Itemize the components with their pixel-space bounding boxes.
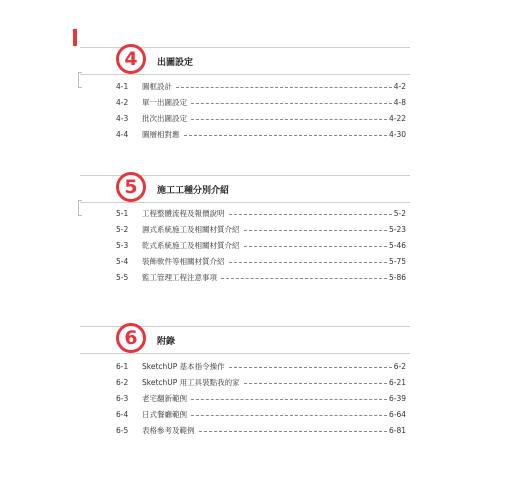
toc-entry[interactable] xyxy=(116,271,406,283)
top-accent-mark xyxy=(73,29,77,46)
leader-dots xyxy=(229,367,392,368)
leader-dots xyxy=(199,431,387,432)
entry-number: 6-4 xyxy=(116,409,129,419)
leader-dots xyxy=(176,87,392,88)
leader-dots xyxy=(191,103,392,104)
entry-number: 5-1 xyxy=(116,208,129,218)
entry-title: 表格參考及範例 xyxy=(142,425,195,435)
chapter-title: 出圖設定 xyxy=(157,58,194,68)
entry-page: 4-30 xyxy=(388,129,406,139)
leader-dots xyxy=(229,262,387,263)
leader-dots xyxy=(244,383,387,384)
entry-title: 濕式系統施工及相關材質介紹 xyxy=(142,224,240,234)
entry-page: 5-75 xyxy=(388,256,406,266)
entry-page: 6-2 xyxy=(393,361,406,371)
entry-number: 4-3 xyxy=(116,113,129,123)
leader-dots xyxy=(191,399,387,400)
entry-number: 5-4 xyxy=(116,256,129,266)
chapter-title: 施工工種分別介紹 xyxy=(157,186,230,196)
toc-entry[interactable] xyxy=(116,408,406,420)
side-bracket xyxy=(78,72,82,88)
entry-page: 5-86 xyxy=(388,272,406,282)
entry-title: 日式餐廳範例 xyxy=(142,409,187,419)
entry-page: 4-8 xyxy=(393,97,406,107)
toc-entry[interactable] xyxy=(116,376,406,388)
entry-page: 6-21 xyxy=(388,377,406,387)
entry-title: 乾式系統施工及相關材質介紹 xyxy=(142,240,240,250)
entry-title: 單一出圖設定 xyxy=(142,97,187,107)
entry-title: 批次出圖設定 xyxy=(142,113,187,123)
entry-page: 6-39 xyxy=(388,393,406,403)
entry-title: 老宅翻新範例 xyxy=(142,393,187,403)
entry-number: 5-2 xyxy=(116,224,129,234)
entry-page: 4-2 xyxy=(393,81,406,91)
entry-number: 6-1 xyxy=(116,361,129,371)
chapter-number-badge: 5 xyxy=(116,172,146,202)
leader-dots xyxy=(191,415,387,416)
entry-number: 6-3 xyxy=(116,393,129,403)
entry-number: 5-5 xyxy=(116,272,129,282)
toc-entry[interactable] xyxy=(116,223,406,235)
leader-dots xyxy=(184,135,387,136)
entry-title: 工程整體流程及報價說明 xyxy=(142,208,225,218)
entry-title: 監工管理工程注意事項 xyxy=(142,272,217,282)
entry-number: 6-5 xyxy=(116,425,129,435)
entry-page: 4-22 xyxy=(388,113,406,123)
toc-entry[interactable] xyxy=(116,112,406,124)
toc-entry[interactable] xyxy=(116,392,406,404)
entry-number: 4-4 xyxy=(116,129,129,139)
toc-entry[interactable] xyxy=(116,424,406,436)
toc-entry[interactable] xyxy=(116,96,406,108)
entry-page: 6-81 xyxy=(388,425,406,435)
leader-dots xyxy=(244,246,387,247)
chapter-title: 附錄 xyxy=(157,337,176,347)
toc-entry[interactable] xyxy=(116,360,406,372)
entry-number: 6-2 xyxy=(116,377,129,387)
entry-title: SketchUP 基本指令操作 xyxy=(142,361,225,371)
toc-entry[interactable] xyxy=(116,80,406,92)
entry-number: 4-1 xyxy=(116,81,129,91)
toc-entry[interactable] xyxy=(116,128,406,140)
entry-page: 5-2 xyxy=(393,208,406,218)
toc-entry[interactable] xyxy=(116,239,406,251)
entry-title: 圖層相對應 xyxy=(142,129,180,139)
toc-entry[interactable] xyxy=(116,207,406,219)
leader-dots xyxy=(229,214,392,215)
entry-page: 6-64 xyxy=(388,409,406,419)
entry-title: 裝飾軟件等相關材質介紹 xyxy=(142,256,225,266)
entry-number: 4-2 xyxy=(116,97,129,107)
toc-entry[interactable] xyxy=(116,255,406,267)
chapter-number-badge: 6 xyxy=(116,323,146,353)
side-bracket xyxy=(78,200,82,216)
entry-page: 5-23 xyxy=(388,224,406,234)
chapter-number-badge: 4 xyxy=(116,44,146,74)
entry-number: 5-3 xyxy=(116,240,129,250)
leader-dots xyxy=(221,278,387,279)
entry-page: 5-46 xyxy=(388,240,406,250)
entry-title: SketchUP 用工具裝點我的家 xyxy=(142,377,240,387)
entry-title: 圖框設計 xyxy=(142,81,172,91)
leader-dots xyxy=(244,230,387,231)
leader-dots xyxy=(191,119,387,120)
